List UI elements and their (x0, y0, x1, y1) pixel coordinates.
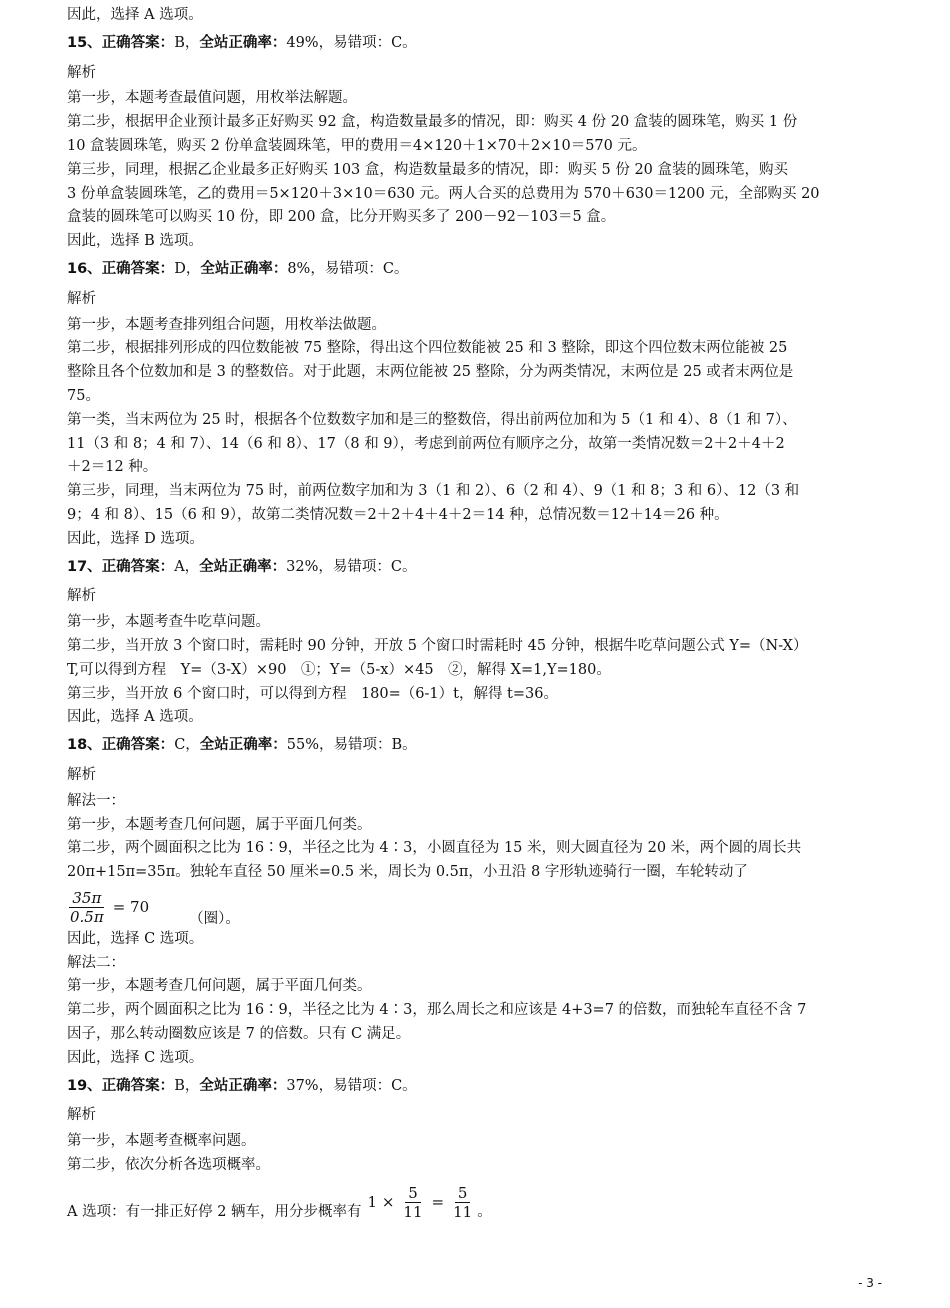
analysis-heading: 解析 (67, 588, 96, 605)
separator: ， (185, 737, 200, 754)
text-line: 因此，选择 D 选项。 (67, 530, 204, 547)
fraction (450, 1184, 475, 1221)
analysis-heading: 解析 (67, 64, 96, 81)
common-wrong-option: ，易错项：C。 (318, 34, 417, 51)
answer-value: C (174, 737, 186, 754)
formula-line (67, 1184, 897, 1221)
text-line: 第三步，当开放 6 个窗口时，可以得到方程 180=（6-1）t，解得 t=36。 (67, 685, 558, 702)
question-answer-header (67, 258, 897, 282)
question-number: 15、 (67, 34, 102, 51)
text-line: 解法二： (67, 954, 125, 971)
page-number: - 3 - (858, 1276, 882, 1290)
text-line: 第一步，本题考查排列组合问题，用枚举法做题。 (67, 316, 386, 333)
text-line: 解法一： (67, 792, 125, 809)
formula-line (67, 889, 897, 926)
question-answer-header (67, 734, 897, 758)
text-line: 因此，选择 C 选项。 (67, 930, 204, 947)
text-line: 因子，那么转动圈数应该是 7 的倍数。只有 C 满足。 (67, 1026, 411, 1043)
common-wrong-option: ，易错项：B。 (319, 737, 417, 754)
text-line: 第一步，本题考查牛吃草问题。 (67, 614, 270, 631)
fraction-formula (67, 889, 149, 926)
denominator: 11 (453, 1202, 473, 1221)
text-line: 第一步，本题考查几何问题，属于平面几何类。 (67, 978, 372, 995)
common-wrong-option: ，易错项：C。 (310, 260, 409, 277)
analysis-heading: 解析 (67, 1107, 96, 1124)
accuracy-label: 全站正确率： (199, 737, 287, 754)
text-line: 第二步，根据甲企业预计最多正好购买 92 盒，构造数量最多的情况，即：购买 4 份 20 盒装的圆珠笔，购买 1 份 (67, 114, 798, 131)
accuracy-label: 全站正确率： (200, 260, 288, 277)
question-number: 19、 (67, 1077, 102, 1094)
accuracy-label: 全站正确率： (199, 1077, 287, 1094)
text-line: 20π+15π=35π。独轮车直径 50 厘米=0.5 米，周长为 0.5π，小丑沿 8 字形轨迹骑行一圈，车轮转动了 (67, 864, 748, 881)
text-line: 因此，选择 C 选项。 (67, 1049, 204, 1066)
analysis-heading: 解析 (67, 766, 96, 783)
text-line: 第三步，同理，当末两位为 75 时，前两位数字加和为 3（1 和 2）、6（2 和 4）、9（1 和 8；3 和 6）、12（3 和 (67, 483, 800, 500)
text-line: 11（3 和 8；4 和 7）、14（6 和 8）、17（8 和 9），考虑到前两位有顺序之分，故第一类情况数＝2＋2＋4＋2 (67, 435, 785, 452)
text-line: 3 份单盒装圆珠笔，乙的费用＝5×120＋3×10＝630 元。两人合买的总费用为 570＋630＝1200 元，全部购买 20 (67, 185, 820, 202)
accuracy-value: 32% (286, 558, 319, 575)
text-line: ＋2＝12 种。 (67, 459, 158, 476)
accuracy-label: 全站正确率： (199, 558, 287, 575)
text-line: 第一类，当末两位为 25 时，根据各个位数数字加和是三的整数倍，得出前两位加和为 5（1 和 4）、8（1 和 7）、 (67, 411, 797, 428)
denominator: 11 (403, 1202, 423, 1221)
text-line: 第二步，两个圆面积之比为 16∶9，半径之比为 4∶3，小圆直径为 15 米，则大圆直径为 20 米，两个圆的周长共 (67, 840, 802, 857)
question-number: 18、 (67, 737, 102, 754)
accuracy-label: 全站正确率： (199, 34, 287, 51)
probability-formula (368, 1184, 476, 1221)
equals-sign: = (431, 1193, 445, 1212)
accuracy-value: 49% (286, 34, 319, 51)
text-line: 盒装的圆珠笔可以购买 10 份，即 200 盒，比分开购买多了 200－92－103＝5 盒。 (67, 209, 616, 226)
question-answer-header (67, 1075, 897, 1099)
question-answer-header (67, 556, 897, 580)
accuracy-value: 8% (287, 260, 311, 277)
answer-label: 正确答案： (101, 34, 175, 51)
text-line: 9；4 和 8）、15（6 和 9），故第二类情况数＝2＋2＋4＋4＋2＝14 种，总情况数＝12＋14＝26 种。 (67, 506, 729, 523)
fraction (67, 889, 107, 926)
multiplier: 1 × (367, 1193, 395, 1212)
answer-label: 正确答案： (101, 558, 175, 575)
denominator: 0.5π (70, 907, 104, 926)
question-number: 17、 (67, 558, 102, 575)
question-answer-header (67, 32, 897, 56)
text-line: 第三步，同理，根据乙企业最多正好购买 103 盒，构造数量最多的情况，即：购买 5 份 20 盒装的圆珠笔，购买 (67, 161, 789, 178)
unit-text: （圈）。 (189, 910, 240, 927)
answer-value: B (174, 1077, 185, 1094)
separator: ， (184, 558, 200, 575)
answer-label: 正确答案： (101, 1077, 175, 1094)
analysis-heading: 解析 (67, 290, 96, 307)
answer-value: A (174, 558, 185, 575)
separator: ， (185, 260, 201, 277)
text-line: 第二步，依次分析各选项概率。 (67, 1157, 270, 1174)
fraction (400, 1184, 425, 1221)
text-line: 第一步，本题考查最值问题，用枚举法解题。 (67, 90, 357, 107)
period: 。 (477, 1203, 492, 1220)
text-line: 第二步，根据排列形成的四位数能被 75 整除，得出这个四位数能被 25 和 3 整除，即这个四位数末两位能被 25 (67, 340, 788, 357)
text-line: 因此，选择 B 选项。 (67, 233, 203, 250)
text-line: T,可以得到方程 Y=（3-X）×90 ①；Y=（5-x）×45 ②，解得 X=1,Y=180。 (67, 661, 611, 678)
option-text: A 选项：有一排正好停 2 辆车，用分步概率有 (67, 1203, 362, 1220)
text-line: 因此，选择 A 选项。 (67, 709, 203, 726)
question-number: 16、 (67, 260, 102, 277)
answer-value: B (174, 34, 185, 51)
equals-result: = 70 (112, 898, 150, 917)
accuracy-value: 37% (286, 1077, 319, 1094)
text-line: 整除且各个位数加和是 3 的整数倍。对于此题，末两位能被 25 整除，分为两类情况，末两位是 25 或者末两位是 (67, 364, 794, 381)
text-line: 75。 (67, 387, 100, 404)
common-wrong-option: ，易错项：C。 (318, 558, 417, 575)
text-line: 第二步，两个圆面积之比为 16∶9，半径之比为 4∶3，那么周长之和应该是 4+3=7 的倍数，而独轮车直径不含 7 (67, 1002, 807, 1019)
answer-label: 正确答案： (101, 260, 175, 277)
numerator: 35π (69, 889, 104, 908)
text-line: 因此，选择 A 选项。 (67, 7, 203, 23)
text-line: 第一步，本题考查概率问题。 (67, 1133, 256, 1150)
numerator: 5 (405, 1184, 421, 1203)
answer-value: D (174, 260, 186, 277)
document-page (67, 4, 897, 1221)
numerator: 5 (455, 1184, 471, 1203)
text-line: 第一步，本题考查几何问题，属于平面几何类。 (67, 816, 372, 833)
accuracy-value: 55% (286, 737, 320, 754)
text-line: 第二步，当开放 3 个窗口时，需耗时 90 分钟，开放 5 个窗口时需耗时 45 分钟，根据牛吃草问题公式 Y=（N-X） (67, 637, 808, 654)
separator: ， (184, 34, 200, 51)
separator: ， (184, 1077, 200, 1094)
common-wrong-option: ，易错项：C。 (318, 1077, 417, 1094)
answer-label: 正确答案： (101, 737, 175, 754)
text-line: 10 盒装圆珠笔，购买 2 份单盒装圆珠笔，甲的费用＝4×120＋1×70＋2×10＝570 元。 (67, 137, 647, 154)
